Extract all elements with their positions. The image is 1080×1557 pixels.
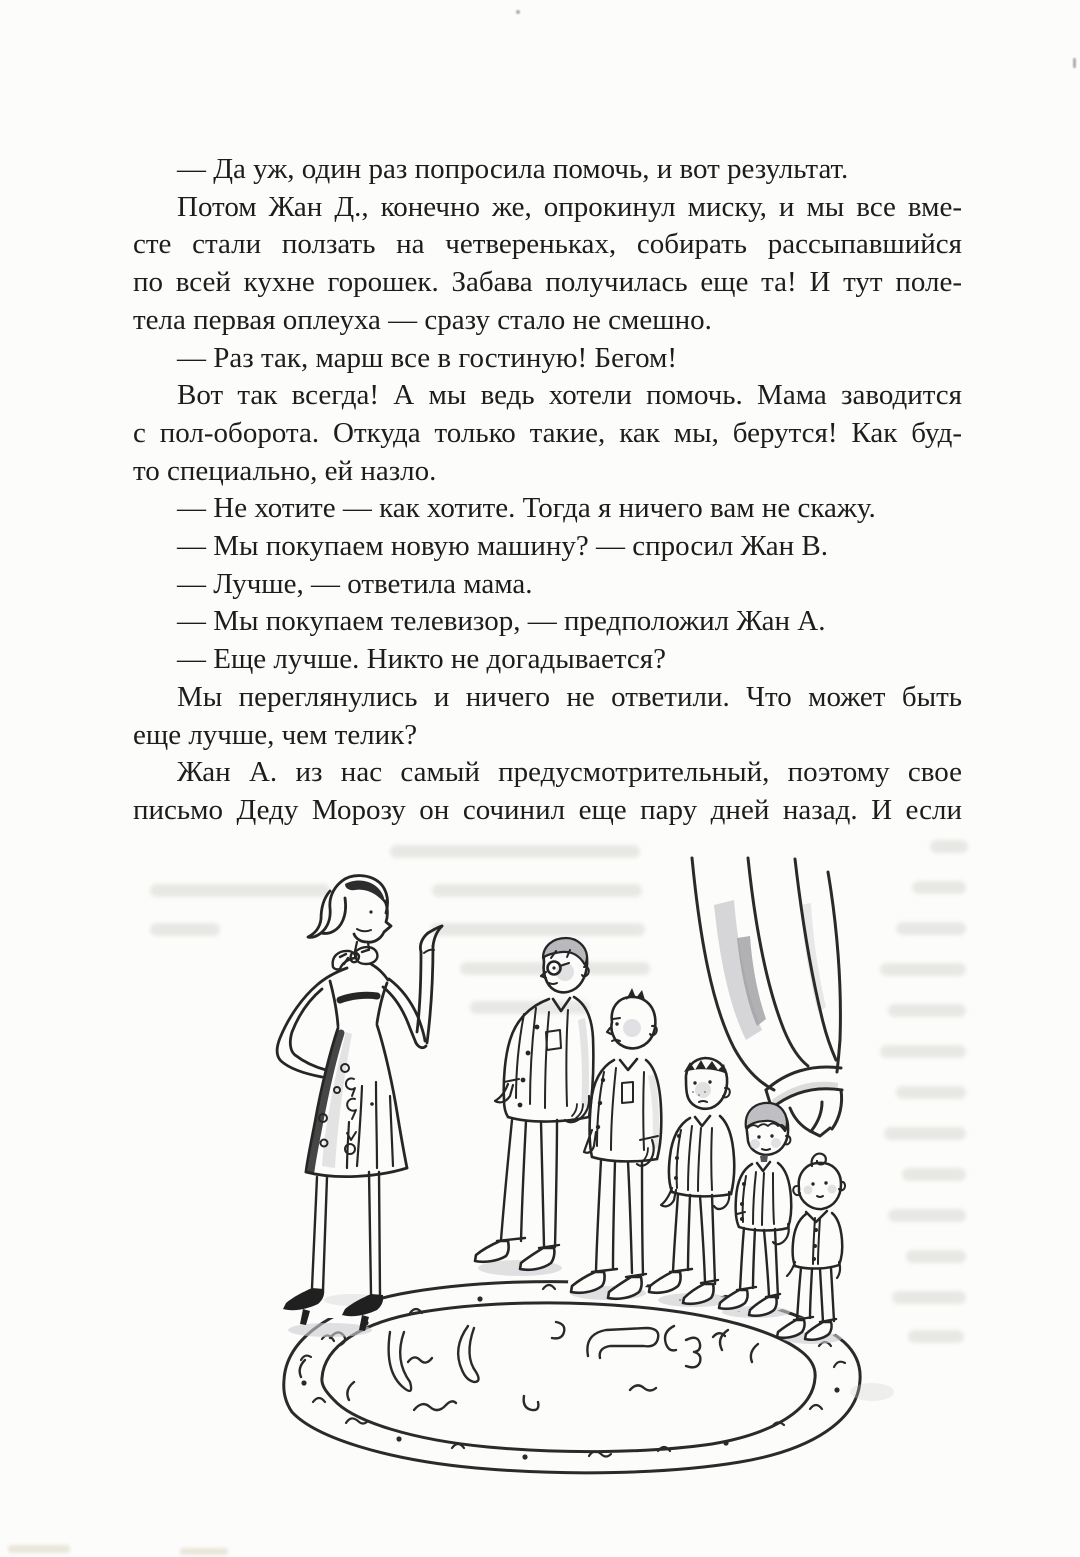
text-line: то специально, ей назло. (133, 454, 437, 487)
text-line: — Мы покупаем новую машину? — спросил Жан В. (177, 530, 828, 563)
text-line: письмо Деду Морозу он сочинил еще пару дней назад. И если (133, 793, 962, 826)
text-line: — Не хотите — как хотите. Тогда я ничего вам не скажу. (177, 492, 876, 525)
rug-squiggles (300, 1322, 758, 1410)
text-line: Потом Жан Д., конечно же, опрокинул миску, и мы все вме- (177, 190, 962, 223)
text-line: с пол-оборота. Откуда только такие, как мы, берутся! Как буд- (133, 416, 962, 449)
text-line: еще лучше, чем телик? (133, 718, 418, 751)
text-line: Жан А. из нас самый предусмотрительный, поэтому свое (177, 756, 962, 789)
text-line: по всей кухне горошек. Забава получилась еще та! И тут поле- (133, 266, 962, 299)
text-line: — Еще лучше. Никто не догадывается? (177, 643, 666, 676)
boy-third (649, 1058, 734, 1304)
text-line: Вот так всегда! А мы ведь хотели помочь. Мама заводится (177, 379, 962, 412)
rug-underlays (275, 1239, 840, 1339)
boy-oldest-glasses (475, 938, 593, 1270)
text-line: — Раз так, марш все в гостиную! Бегом! (177, 341, 678, 374)
text-line: Мы переглянулись и ничего не ответили. Что может быть (177, 680, 962, 713)
text-line: — Лучше, — ответила мама. (177, 567, 533, 600)
text-line: — Мы покупаем телевизор, — предположил Жан А. (177, 605, 826, 638)
mother-scarf-bow (333, 947, 378, 969)
text-line: тела первая оплеуха — сразу стало не смешно. (133, 303, 712, 336)
mother-dress (306, 1025, 407, 1177)
text-line: — Да уж, один раз попросила помочь, и вот результат. (177, 153, 849, 185)
mother-face (354, 901, 391, 942)
mother-figure (277, 876, 442, 1331)
text-line: сте стали ползать на четвереньках, собирать рассыпавшийся (133, 228, 962, 261)
mother-pointing-hand (383, 926, 442, 1048)
pajama-pocket (622, 1082, 633, 1103)
